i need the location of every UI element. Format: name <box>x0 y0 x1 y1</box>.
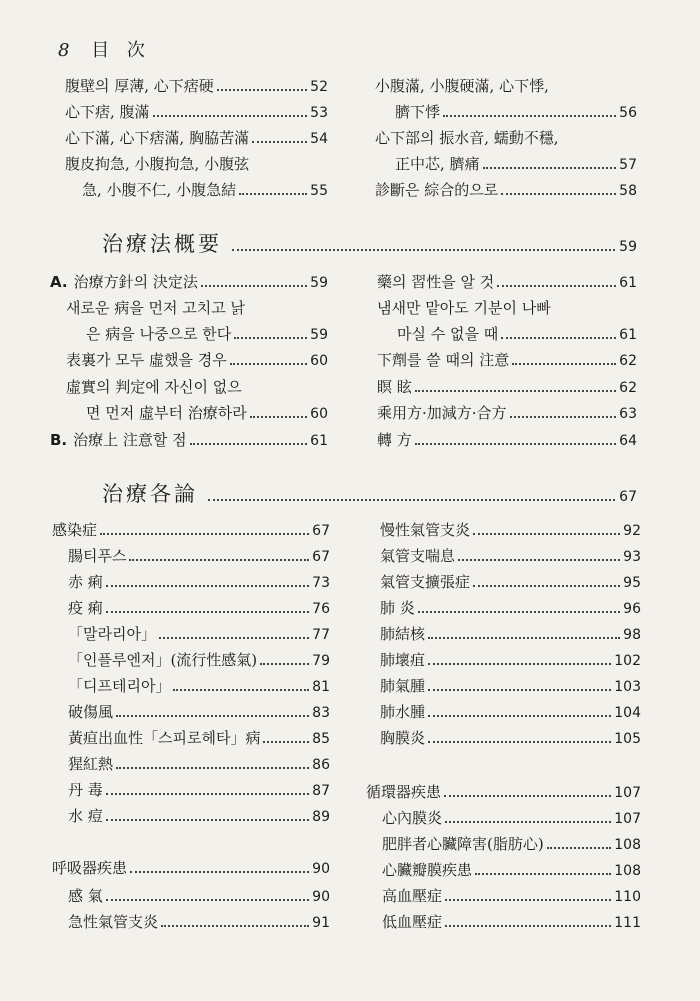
dot-leader <box>483 167 617 169</box>
dot-leader <box>415 390 616 392</box>
dot-leader <box>173 689 309 691</box>
toc-entry: 水 痘 89 <box>68 807 330 825</box>
toc-entry: 感 氣 90 <box>68 887 330 905</box>
dot-leader <box>159 637 309 639</box>
dot-leader <box>512 363 616 365</box>
dot-leader <box>497 285 616 287</box>
dot-leader <box>250 416 307 418</box>
toc-entry: 心內膜炎 107 <box>382 809 641 827</box>
toc-entry: 診斷은 綜合的으로 58 <box>375 181 637 199</box>
toc-entry: 轉 方 64 <box>377 431 637 449</box>
toc-entry: 瞑 眩 62 <box>377 378 637 396</box>
toc-entry: 慢性氣管支炎 92 <box>380 521 641 539</box>
toc-entry: 마실 수 없을 때 61 <box>397 325 637 343</box>
toc-entry-line: 새로운 病을 먼저 고치고 낡 <box>66 299 245 317</box>
dot-leader <box>473 585 620 587</box>
dot-leader <box>116 715 309 717</box>
dot-leader <box>428 741 611 743</box>
dot-leader <box>501 193 616 195</box>
toc-entry: A. 治療方針의 決定法 59 <box>50 273 328 291</box>
toc-entry: 「디프테리아」 81 <box>68 677 330 695</box>
page-header-title: 目 次 <box>91 40 151 61</box>
dot-leader <box>130 871 309 873</box>
dot-leader <box>445 821 611 823</box>
dot-leader <box>510 416 617 418</box>
toc-entry: 心臟瓣膜疾患 108 <box>382 861 641 879</box>
dot-leader <box>100 533 309 535</box>
dot-leader <box>252 141 307 143</box>
toc-entry: 肥胖者心臟障害(脂肪心) 108 <box>382 835 641 853</box>
dot-leader <box>418 611 620 613</box>
toc-entry: 「말라리아」 77 <box>68 625 330 643</box>
toc-entry: 乘用方·加減方·合方 63 <box>377 404 637 422</box>
toc-entry: 高血壓症 110 <box>382 887 641 905</box>
dot-leader <box>415 443 616 445</box>
toc-entry: 低血壓症 111 <box>382 913 641 931</box>
dot-leader <box>239 193 307 195</box>
dot-leader <box>428 715 611 717</box>
dot-leader <box>161 925 309 927</box>
toc-entry: 臍下悸 56 <box>395 103 637 121</box>
toc-entry: 赤 痢 73 <box>68 573 330 591</box>
dot-leader <box>475 873 611 875</box>
toc-entry-line: 虛實의 判定에 자신이 없으 <box>66 378 242 396</box>
toc-entry: B. 治療上 注意할 점 61 <box>50 431 328 449</box>
toc-entry: 破傷風 83 <box>68 703 330 721</box>
toc-entry: 丹 毒 87 <box>68 781 330 799</box>
dot-leader <box>260 663 309 665</box>
dot-leader <box>190 443 308 445</box>
dot-leader <box>263 741 309 743</box>
toc-entry: 黃疸出血性「스피로헤타」病 85 <box>68 729 330 747</box>
dot-leader <box>445 899 611 901</box>
toc-entry: 疫 痢 76 <box>68 599 330 617</box>
dot-leader <box>153 115 308 117</box>
toc-entry: 腸티푸스 67 <box>68 547 330 565</box>
dot-leader <box>547 847 612 849</box>
dot-leader <box>116 767 309 769</box>
dot-leader <box>428 663 611 665</box>
dot-leader <box>129 559 309 561</box>
dot-leader <box>217 89 307 91</box>
toc-entry-line: 냄새만 맡아도 기분이 나빠 <box>377 299 551 317</box>
toc-entry: 은 病을 나중으로 한다 59 <box>86 325 328 343</box>
page-number: 8 <box>58 40 76 61</box>
toc-entry: 腹壁의 厚薄, 心下痞硬 52 <box>65 77 328 95</box>
dot-leader <box>106 793 309 795</box>
toc-entry: 循環器疾患 107 <box>366 783 641 801</box>
toc-entry: 下劑를 쓸 때의 注意 62 <box>377 351 637 369</box>
toc-entry: 心下痞, 腹滿 53 <box>65 103 328 121</box>
toc-entry: 肺氣腫 103 <box>380 677 641 695</box>
dot-leader <box>234 337 307 339</box>
toc-entry: 藥의 習性을 알 것 61 <box>377 273 637 291</box>
toc-entry: 肺壞疽 102 <box>380 651 641 669</box>
toc-entry: 急性氣管支炎 91 <box>68 913 330 931</box>
dot-leader <box>232 249 615 251</box>
toc-entry: 正中芯, 臍痛 57 <box>395 155 637 173</box>
toc-entry: 「인플루엔저」(流行性感氣) 79 <box>68 651 330 669</box>
toc-entry: 肺 炎 96 <box>380 599 641 617</box>
section-heading-treatment-overview: 治療法概要 59 <box>102 232 637 256</box>
toc-entry: 心下滿, 心下痞滿, 胸脇苦滿 54 <box>65 129 328 147</box>
toc-entry: 氣管支擴張症 95 <box>380 573 641 591</box>
toc-entry-line: 小腹滿, 小腹硬滿, 心下悸, <box>375 77 549 95</box>
toc-entry: 胸膜炎 105 <box>380 729 641 747</box>
section-heading-treatment-details: 治療各論 67 <box>102 482 637 506</box>
dot-leader <box>428 689 611 691</box>
toc-entry: 肺水腫 104 <box>380 703 641 721</box>
dot-leader <box>106 611 309 613</box>
dot-leader <box>428 637 620 639</box>
dot-leader <box>444 795 611 797</box>
toc-entry: 肺結核 98 <box>380 625 641 643</box>
dot-leader <box>501 337 616 339</box>
toc-entry: 呼吸器疾患 90 <box>52 859 330 877</box>
toc-entry: 猩紅熱 86 <box>68 755 330 773</box>
toc-entry: 면 먼저 虛부터 治療하라 60 <box>86 404 328 422</box>
dot-leader <box>230 363 307 365</box>
dot-leader <box>106 585 309 587</box>
toc-entry: 氣管支喘息 93 <box>380 547 641 565</box>
dot-leader <box>445 925 611 927</box>
dot-leader <box>208 499 615 501</box>
dot-leader <box>473 533 620 535</box>
toc-entry-line: 心下部의 振水音, 蠕動不穩, <box>375 129 559 147</box>
toc-entry: 表裏가 모두 虛했을 경우 60 <box>66 351 328 369</box>
dot-leader <box>201 285 307 287</box>
dot-leader <box>106 819 309 821</box>
toc-entry-line: 腹皮拘急, 小腹拘急, 小腹弦 <box>65 155 250 173</box>
dot-leader <box>458 559 620 561</box>
toc-entry: 感染症 67 <box>52 521 330 539</box>
dot-leader <box>443 115 616 117</box>
dot-leader <box>106 899 309 901</box>
page-header <box>58 36 151 62</box>
toc-entry: 急, 小腹不仁, 小腹急結 55 <box>82 181 328 199</box>
